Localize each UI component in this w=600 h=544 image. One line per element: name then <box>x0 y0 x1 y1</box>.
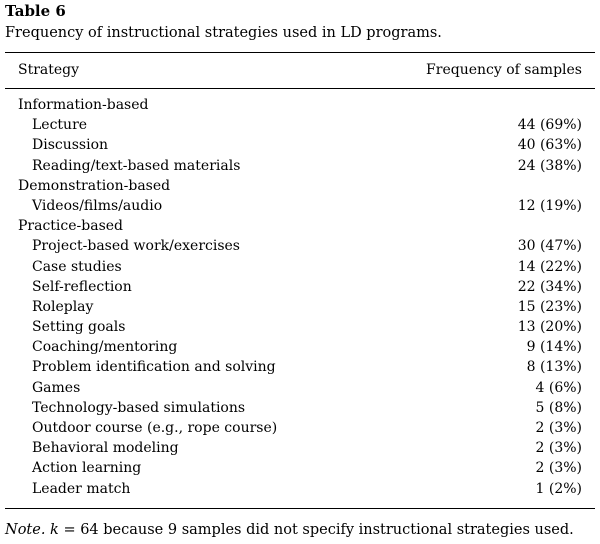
strategy-label: Project-based work/exercises <box>32 238 240 255</box>
frequency-value: 44 (69%) <box>517 117 582 134</box>
table-row <box>0 258 600 278</box>
table-row <box>0 419 600 439</box>
table-row <box>0 278 600 298</box>
strategy-label: Videos/films/audio <box>32 197 163 214</box>
table-row <box>0 459 600 479</box>
strategy-label: Outdoor course (e.g., rope course) <box>32 420 278 436</box>
table-row <box>0 237 600 257</box>
frequency-value: 9 (14%) <box>526 339 582 356</box>
strategy-label: Action learning <box>32 460 142 477</box>
strategy-label: Reading/text-based materials <box>32 157 241 174</box>
table-body <box>0 96 600 500</box>
strategy-label: Technology-based simulations <box>32 399 246 416</box>
note-prefix: Note. <box>5 522 46 538</box>
table-note <box>5 522 574 538</box>
bottom-rule <box>5 508 595 509</box>
strategy-label: Lecture <box>32 117 88 134</box>
frequency-value: 8 (13%) <box>526 359 582 376</box>
header-frequency: Frequency of samples <box>426 62 582 78</box>
frequency-value: 1 (2%) <box>535 480 582 497</box>
strategy-label: Roleplay <box>32 298 94 315</box>
strategy-label: Leader match <box>32 480 131 497</box>
table-row <box>0 379 600 399</box>
frequency-value: 2 (3%) <box>535 440 582 457</box>
table-row <box>0 399 600 419</box>
table-row <box>0 157 600 177</box>
group-label: Practice-based <box>18 218 123 235</box>
strategy-label: Coaching/mentoring <box>32 339 178 356</box>
table-title: Table 6 <box>5 2 66 20</box>
table-row <box>0 480 600 500</box>
frequency-value: 22 (34%) <box>517 278 582 295</box>
top-rule <box>5 52 595 53</box>
strategy-label: Self-reflection <box>32 278 132 295</box>
table-row <box>0 439 600 459</box>
table-row <box>0 358 600 378</box>
table-caption: Frequency of instructional strategies used in LD programs. <box>5 25 442 41</box>
header-rule <box>5 88 595 89</box>
strategy-label: Problem identification and solving <box>32 359 276 376</box>
strategy-label: Discussion <box>32 137 109 154</box>
table-row <box>0 318 600 338</box>
group-row <box>0 96 600 116</box>
frequency-value: 24 (38%) <box>517 157 582 174</box>
header-strategy: Strategy <box>18 62 80 78</box>
table-row <box>0 298 600 318</box>
frequency-value: 15 (23%) <box>517 298 582 315</box>
frequency-value: 13 (20%) <box>517 319 582 336</box>
group-row <box>0 217 600 237</box>
frequency-value: 30 (47%) <box>517 238 582 255</box>
frequency-value: 14 (22%) <box>517 258 582 275</box>
frequency-value: 2 (3%) <box>535 460 582 477</box>
frequency-value: 4 (6%) <box>535 379 582 396</box>
table-row <box>0 136 600 156</box>
strategy-label: Setting goals <box>32 319 126 336</box>
group-label: Demonstration-based <box>18 177 171 194</box>
frequency-value: 5 (8%) <box>535 399 582 416</box>
strategy-label: Behavioral modeling <box>32 440 179 457</box>
table-row <box>0 116 600 136</box>
frequency-value: 40 (63%) <box>517 137 582 154</box>
note-variable: k <box>50 522 59 538</box>
table-row <box>0 197 600 217</box>
frequency-value: 12 (19%) <box>517 197 582 214</box>
strategy-label: Games <box>32 379 81 396</box>
group-label: Information-based <box>18 97 149 113</box>
frequency-value: 2 (3%) <box>535 420 582 436</box>
note-text: = 64 because 9 samples did not specify instructional strategies used. <box>58 522 574 538</box>
table-row <box>0 338 600 358</box>
group-row <box>0 177 600 197</box>
strategy-label: Case studies <box>32 258 122 275</box>
